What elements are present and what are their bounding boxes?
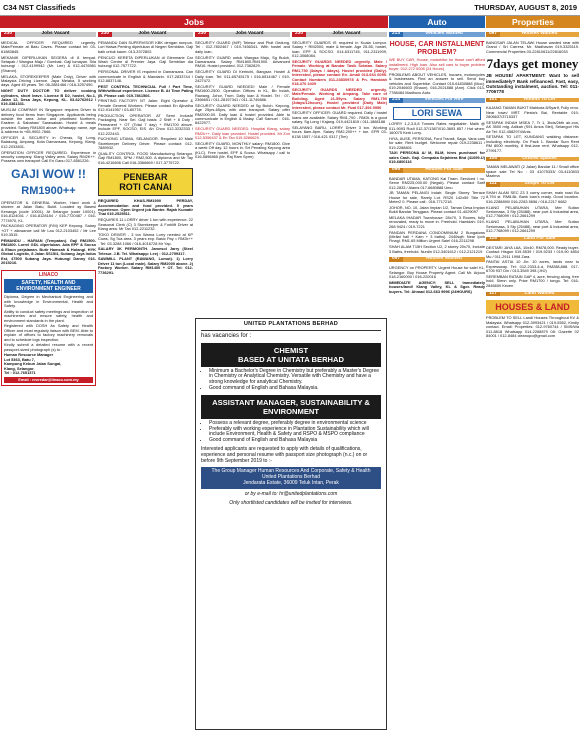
chemist-position-title: CHEMIST BASED AT UNITATA BERHAD: [201, 343, 381, 367]
linaco-address: Human Resource Manager Lot 5363, Batu 7, Kampung Kebun Jalan Sungai, Klang, Selangor. Tel : 012-7651371: [4, 352, 62, 376]
roti-canai-title: ROTI CANAI: [119, 182, 172, 193]
ad-item: OPERATOR & GENERAL Worker, Hard work & sincere at Jalan Batu, Bukit. Located sy Basesi Kenanga (code 10001). At Selangor (code 10001). 016-8124041 / 016-8128184 / 016-7720487 / 016-7774970, KL.: [1, 199, 96, 223]
linaco-logo: LINACO: [38, 271, 59, 278]
category-title: Houses For Sale: [403, 168, 485, 172]
jobs-column-3: [195, 30, 290, 320]
requirement-item: • Preferably with working experience in Plantation Sustainability which will include Environment, Health & Safety and RSPO & MSPO compliance: [209, 427, 381, 439]
ad-item: SECURITY GUARDS NEEDED urgently. Male/Female. Working at Ampang. Take care of Building. Aged 21-55yrs. Salary RM1,750 (3days/12hours). Hostel provided (Daily Male) Interested, please contact Mr. Fizal 017-394 5950: [292, 86, 387, 110]
ad-item: SEREMBAN RATAIN GAP 4, acre, fencing along, free hold. Sienn only. Price RM1700 / tongo. Tel: 016-2846600 Keven: [486, 273, 579, 288]
jobs-column-2: [98, 30, 193, 730]
ad-item: SETAPAK INDAH MSEA 7, Tr 1, 3bds/2bth air-con, AK 3500 mtg. Adikah (S91 Amos Stel), Selangor/ Hls Air Tel: 012-4582974/Anis.: [486, 119, 579, 134]
ad-item: SECURITY GUARD untuk Wangsa Maju, Sg Buloh, Damansara. Salary RM1800-RM1900. Advanced RM16. Hostel provided. 012-7362829.: [195, 54, 290, 69]
category-title: Shops To Let: [500, 182, 579, 186]
ad-item: JOHOR, NO. 10, Jalan Impian 1/2, Taman Desa Impian Bukit Bandar Tenggara. Please contact 01-4029097: [389, 204, 485, 215]
ad-item: MELAKA IHADAR Townhouse: 28x70, 3 Rooms, fully renovated, ready to move in. Freehold. Hamidah: 019-268 9424 / 019-7221: [389, 215, 485, 229]
header-left: C34 NST Classifieds: [3, 3, 76, 12]
category-title: Jobs Vacant: [15, 32, 96, 36]
ad-item: SECURITY GUARD Di Kerinchi, Bangsar. Hostel & Daily loan. Tel: 011-65745175 / 016-6514467 / 019-2427472.: [195, 69, 290, 83]
jobs-column-4: [292, 30, 387, 320]
ad-item: PACKAGING OPERATOR (F/M) KEP Kepong. Salary +OT + allowance call Mr Lau 012-2103452 / Mr Lee 019-3515.: [1, 223, 96, 238]
category-header-houses-wanted: [389, 255, 485, 264]
linaco-bullet: Diploma, Degree in Mechanical Engineering and with knowledge in Environmental, Health and Safety.: [4, 294, 93, 308]
ad-item: LORRY 1,2,3,5,8 Tonnes Rates negotiable. Malik @ 011-9093 Rodi 012-37/1387/010-3693 857 / Hot when: 160075 Kerk Lorry.: [389, 121, 485, 136]
ad-item: SECURITY GUARDS NEEDED urgently. Male / Female. Working at Bandar Tasik Selatan. Salary RM1,750 (3days / 4days). Hostel provided (Daily). Interested, please contact En. Amali 013-934 6095. Contact Numbers 011-23830978 & Pn. Hamidah 018-370 2409: [292, 59, 387, 87]
requirement-item: • Possess a relevant degree, preferably degree in environmental science: [209, 421, 381, 427]
category-number: 111: [486, 182, 500, 186]
ad-item: MEKANIK DIPERLUKAN SEGERA di 8 tempat. Setapak / Wangsa Maju / Gombak. Gaji lumayan. Sila hubungi : 012-4199942 (Mr. Lee) & 012-4476981 (Sharon).: [1, 54, 96, 73]
category-header-vehicles-for-hire: [389, 96, 485, 105]
category-number: 097: [486, 32, 500, 36]
ad-item: SECURITY OFFICER: GUARD required. Daily / hostel loans are available. Salary RM1,700 - RM2k is a good salary. Sg Long / Kajang. 019-4421815 / 011-1868188: [292, 110, 387, 125]
requirement-item: • Good command of English and Bahasa Malaysia: [209, 438, 381, 444]
category-title: Houses Wanted: [403, 257, 485, 261]
ad-item: TAMAN MELAWATI (2 Jalan) Bandar 11 / Small office space sale Tel No : 03 41075333/ 03-4110833 Mazima: [486, 164, 579, 179]
house-car-body: WE BUY CAR, House, motorbike for those can't afford installment. High loan. Also sell cars to buyer problem buyer. 012-272 0008 (24 Hours): [389, 57, 485, 72]
seven-days-body: JB HOUSE/ APARTMENT: Want to sell immediately? Bank refinanced. Fast, easy, Outstanding instalment, auction. Tel: 011-7706778: [486, 73, 579, 94]
category-title: Jobs Vacant: [209, 32, 290, 36]
ad-item: PEMANDU - HARIAN (Tempatan). Gaji RM1500-RM1800. Lorrel GDL diperlukan. Ada EPF & Socso & Elaun perjalanan. Butir Hamsah & Hulangi. HYK Global Logistic, 8 Jalan SS15/4, Subang Jaya Indus Est, 47500 Subang Jaya. Hubungi Danny 016-2015216.: [1, 237, 96, 266]
ad-item: REQUIRES 11 LORRY driver 1 ton with experience. 22 Seasonal Clerk (C) 3 Storekeeper & Forklift Driver at Klang area. Mr Tan 012-2211232.: [98, 217, 193, 231]
category-title: Offices Spaces: [500, 157, 579, 161]
ad-item: MELAKA, STOREKEEPER (Male Only), Driver with Malaysia Driving Licence. Jaya Melaka, 5 working days. Aged 45 years. Tel: 06-2881466 / 016-3257490.: [1, 73, 96, 88]
ad-item: OPERATION OFFICER REQUIRED. Experience in security company. Klang Valley area. Salary RM2K++. Possess own transport Call En Ganu 017-6561226.: [1, 149, 96, 164]
category-header-land-for-sale: [486, 235, 579, 244]
ad-item: TOKO DRIVER - 3 ton Warna Lorry needed at KP Cows, Sg Tua area. 3 years exp. Basic Pay = RM2k++ . Tel: 03-3288 1066 / 016-4016728 Mr Yap.: [98, 231, 193, 246]
category-header-shops-to-let: [486, 180, 579, 189]
penebar-title: PENEBAR: [123, 172, 168, 183]
requirement-item: • Minimum a Bachelor's Degree in Chemistry but preferably a Master's Degree in Chemistry or Analytical Chemistry. Versatile with Chemistry and have a strong knowledge for analytical Chemistry.: [209, 369, 381, 386]
shortlist-note: Only shortlisted candidates will be invited for interviews.: [229, 499, 353, 506]
jobs-column-1: [1, 30, 96, 730]
category-title: Land Wanted: [500, 292, 579, 296]
penebar-roti-ad: [98, 168, 193, 196]
lori-sewa-ad: LORI SEWA: [393, 107, 481, 120]
ad-item: IMMEDIATE AGENCY: SELL Immediately houses/land! Klang Valley, KL & Sgor. Ready buyers. Tel: Ahmad 012-663 9996 (24HOURS): [389, 279, 485, 294]
category-title: Rooms To Let: [500, 98, 579, 102]
united-plantations-logo: UNITED PLANTATIONS BERHAD: [201, 322, 381, 331]
ad-item: PENCUCI KERETA DIPERLUKAN di Glenmarie Car Wash Centre di Premier Jaya. Gaji Sembilan dia hubungi 012-7577722.: [98, 54, 193, 69]
ad-item: PEST CONTROL TECHNICIAL Full / Part Time, With/without experience. License B. At Time Paling (B. Please call: 019-7861566.: [98, 83, 193, 98]
ad-item: SELAYANG BARU, LORRY Driver 3 ton. Working hours 8am-8pm. Salary RM2,200++ + ton. EPR 03-6138 1557 / 016-421 0317 (Tim): [292, 124, 387, 139]
ad-item: PRINTING FACTORY NT Jalan: Eight Operator & Female General Workers. Please contact En Ajinatha 012-9141957 / 03-80778.: [98, 98, 193, 113]
category-header-vehicles-wanted: [389, 30, 485, 39]
ad-item: SECURITY GUARD (M/F) Telesur and Pluit Gedung. Tel : 012-7802467 / 019-7456341. With hostel and daily loan.: [195, 40, 290, 54]
category-header-houses-wanted: [486, 30, 579, 39]
category-title: Jobs Vacant: [306, 32, 387, 36]
chemist-requirements: [209, 369, 381, 392]
category-header-rooms-to-let: [486, 95, 579, 104]
category-number: 101: [486, 98, 500, 102]
category-number: 095: [389, 168, 403, 172]
ad-item: SHAH ALAM T15H Section U2, 2 storey 20x70, Include 3 Baths, freehold. Nurdin 012-3401612 / 012-2121219: [389, 244, 485, 254]
gaji-wow-headline: GAJI WOW !!: [11, 166, 86, 181]
category-header-jobs-vacant: [98, 30, 193, 39]
house-car-headline: HOUSE, CAR INSTALLMENT PROBLEM?: [389, 41, 485, 56]
category-number: 230: [292, 32, 306, 36]
linaco-bullet: Ability to conduct safety meetings and inspection of machineries and ensure safety, health and environment standards in the plant.: [4, 308, 93, 323]
ad-item: HIYA, AUSE, PERSONA, Ford Transit, Saga, Vans cars for sale, Rent budget. Welcome repair 019-2238611 / 019-2288801: [389, 135, 485, 150]
category-number: 105: [486, 157, 500, 161]
category-title: Vehicles For Hire: [403, 98, 485, 102]
category-number: 117: [486, 292, 500, 296]
category-number: 097: [389, 257, 403, 261]
ad-item: OFFICER & SECURITY in Cheras, Sg Long, Balakong, Ampang, Kota Damansara, Kepong, Klang. 012-2033831.: [1, 135, 96, 149]
ad-item: REQUIRED KHAS-RM1900 PERDAY, Accommodation and food provided. 5 years experience. Open Urgent job Banter. Rajah Kumatir Thai 019-2525511.: [98, 198, 193, 217]
ad-item: BANGSAR JALAN TELAWI House wanted near with Grand / Sri Carrera. Mr. Madhavan 019-3325119. Commercial Properties 03-22810611/22816033: [486, 40, 579, 54]
category-header-jobs-vacant: [1, 30, 96, 39]
ad-item: SECURITY GUARDS IS required in Kuala Lumpur. Salary + RM2000, male & female. Age 25-55, hostel, loan. EPF & SOCSO. 014-6311745, 011-2311909, 012-3068084.: [292, 40, 387, 59]
hr-address-box: The Group Manager Human Resources And Corporate, Safety & Health United Plantations Berhad Jendarata Estate, 36009 Teluk Intan, Perak: [201, 467, 381, 488]
assistant-manager-position-title: ASSISTANT MANAGER, SUSTAINABILITY & ENVIRONMENT: [201, 395, 381, 419]
ad-item: PUCHONG UTAMA, SELANGOR. Required 10 Male Storekeeper Delivery Driver. Please contact: 012-7889932.: [98, 136, 193, 151]
category-number: 214: [389, 98, 403, 102]
category-header-offices-spaces: [486, 154, 579, 163]
ad-item: MEDICAL OFFICER REQUIRED urgently. Male/Female at Batu Caves. Please contact tel: 03-61883845.: [1, 40, 96, 54]
ad-item: PEMANDU DAN SUPERVISOR KBK dengan rumpun. Lori Haiwa Penting diperlukan di Negeri Sembilan. Gaji baik untuk kaum. 013-3372802.: [98, 40, 193, 54]
ad-item: PRODUCTION OPERATOR AT Semi Industri Packaging. Near Sel. Gaji basis: 2 Shift + 8 Duty : Permanent + OT (Total 7 day) + RM1700 above. Include EPF, SOCSO, EIS. Ah Choo 012-3232333 / 012-222443.: [98, 112, 193, 136]
auto-section-band: [389, 16, 485, 28]
category-number: 213: [389, 32, 403, 36]
ad-item: PROBLEMS ABOUT VEHICLES, houses, motorcycles & businesses. Find an answer to sell. Send buy vehicles and Superbike. Contact 015-61830888 (Moc). 019-2046603 (Shaun). 016-2021888 (Ann). Click 013-7788484 Madhuvu Auto.: [389, 71, 485, 95]
ad-item: SHAH ALAM SEC 23 3 corny corner, main road Bu 8,794 sf. RM8.8k. Bank loan's ready. Good location. 016-2288890/ 016-2283 5656 / 016-2217 6682: [486, 190, 579, 204]
ad-item: SAWMILL PLANT (RAWANG, Lumut). 1) Lorry Driver 11 ton (Local male). Salary RM2000 above. 2) Factory Worker. Salary RM1400 + OT. Tel: 012-7736291.: [98, 256, 193, 275]
ad-item: SALARY 3K PERMONTH. Jamesol Jarry (Steel Telesur. J.B. Tel. Whatsapp: Lee) : 012-2759317.: [98, 246, 193, 256]
ad-item: PERSONAL DRIVER IS required in Damansara. Can communicate in English & Mandarin. 017-2833744 / 012-8837148.: [98, 69, 193, 83]
category-header-jobs-vacant: [195, 30, 290, 39]
ad-item: SECURITY GUARD NEEDED at Sg Buloh. Kepong, Age 25yrs-65yrs, with own transport. Salary offer RM2000.00. Daily loan & hostel provided. Able to communicate in English & Malay. Call Samuel : 016-8422977.: [195, 102, 290, 126]
united-plantations-ad: [195, 318, 387, 730]
ad-item: DESTARI JAYA L6A, 10x40, RM78,000. Ready buyer. Contact Hisgon 019-5539 / 019-9233 / 019-90 4854 Mu / 011-2911 1998 Zara.: [486, 244, 579, 259]
linaco-email: Email : nrcredar@linaco.com.my: [4, 377, 93, 383]
seven-days-headline: 7days get money: [486, 56, 579, 72]
ad-item: JB TAMAN PELANGI Indah: Single Storey Terrace House for sale, Rarely Lot. RS20 142x59 Title 72 Meter2 0. Please call : 016-7717218.: [389, 190, 485, 205]
ad-item: KLANG PELABUHAN UTARA, Mer Sutlan Seriomasa, 3 Sty (25488), near port & industrial area, 012-7768099 / 012-2661299: [486, 204, 579, 219]
properties-section-title: Properties: [511, 17, 555, 27]
linaco-job-title: SAFETY, HEALTH AND ENVIRONMENT ENGINEER: [4, 279, 93, 293]
ad-item: QUALITY CONTROL FOOD Manufacturing Selangor. Gaji RM1800, SPM / RM2,500. A diploma and Mr Tay 016-4216606 Call 016-3366669 / 017-3775722.: [98, 150, 193, 165]
category-number: 115: [486, 237, 500, 241]
ad-item: PROBLEM TO SELL Land/ Houses Throughout KV & Malaysia. Whatsapp 012-3993421 / 019-5552, Kindly contact. Email: Properties: 012-9760744 / SMS/Wa 011-8818 Whatsapp 014-2268879 08: Gazette 02 84001 / 012-8484 cleanupo@gmail.com: [486, 315, 579, 339]
header-date: THURSDAY, AUGUST 8, 2019: [474, 3, 577, 12]
ad-item: PANTAI ASTIA 10 Jln: 10 acres, lands near to Expressway. Tel: 012-2333-4-d, RM288,888. 017-6705 937 Din / 013-3549 398 (JHJ): [486, 259, 579, 274]
category-number: 230: [98, 32, 112, 36]
jobs-section-band: [0, 16, 388, 28]
category-title: Land For Sale: [500, 237, 579, 241]
ad-item: PANDAN PERDANA CONDOMINIUM 2 Bungalows (Mellat hall + Kam + 3 baths). 2440sqft. Near Ipoh Finagi. RM1.65 Million Urgent Sale! 016-2211298: [389, 229, 485, 244]
ad-item: KAJANG TAMAN BUKIT Mahkota 8/Syarif, Fully reno. Near town/ MRT. Fiesta's Bai, Rentable 019-2806637/3715337: [486, 105, 579, 120]
category-title: Vehicles Wanted: [403, 32, 485, 36]
ad-item: TAXI PERSONA A/ M, BLM, hires purchase/ for sales Cash. Gaji. Cempaka Sejahtera Bhd (41099-U) 019-6800116: [389, 150, 485, 165]
category-header-jobs-vacant: [292, 30, 387, 39]
ad-item: URGENCY on PROPERTY. Urgent House for sale! KL, Selangor. Buy House Property Agent. Call Mr. Arjoun 018-2160000 / 016-220016: [389, 265, 485, 280]
ad-item: BANDAR UTAMA, KATONG Kai Tiram. Serviced / no. Serve RM225,000.00 (Negsk). Please contact Sarif 012-2833 / Alams 017-6680888 Umu: [389, 175, 485, 190]
vacancies-intro: has vacancies for :: [201, 332, 252, 339]
requirement-item: • Good command of English and Bahasa Malaysia.: [209, 386, 381, 392]
ad-item: SECURITY GUARD NEEDED! Male / Female RM1600-2500. Operation Offices in KL, Bb Indah, Rawang, Johor, Trum. Daily loan & Hostel. Tel : 07-2366651 / 011-28157341 / 011-11749886.: [195, 83, 290, 102]
ad-item: NIGHT DUTY DOCTOR TO deliver cooking cylinders, short leave. License B D2, hostel, No.1, Jalan 12, Desa Jaya, Kepong, KL. 03-62762912 / 019-3381331.: [1, 88, 96, 107]
category-header-houses-for-sale: [389, 166, 485, 175]
auto-column: [389, 30, 485, 730]
ad-item: SETAPAK TO LET, KUNDANG wakking distance: Including electricity. On Pack 1. Bandar Sum Rent RM 8000 monthly, 8 first-lane rent. Whatsapp 012-2799177.: [486, 134, 579, 153]
category-title: Houses Wanted: [500, 32, 579, 36]
apply-instructions: Interested applicants are requested to apply with details of qualifications, experience and personal resume with passport size photograph (n.c.) on or before 9th September 2019 to :-: [201, 445, 368, 464]
gaji-wow-amount: RM1900++: [21, 184, 76, 197]
houses-land-ad: HOUSES & LAND: [486, 300, 579, 314]
linaco-bullet: Registered with DOSH As Safety and Health Officer and must regularly liaison with BEM. Able to explain of offices to factory machinery removals and to schedule logs inspection.: [4, 323, 93, 342]
auto-section-title: Auto: [427, 17, 447, 27]
ad-item: KLANG PELABUHAN UTARA, Mer Sutlan Seriomasa, 3 Sty (25488), near port & industrial area, 012-7768099 / 012-2661299: [486, 219, 579, 233]
category-number: 230: [195, 32, 209, 36]
category-number: 230: [1, 32, 15, 36]
ad-item: SECURITY GUARD, MONTHLY salary: RM1800. Give a week Off day. 12 hours in. Srt Penaling Kepong area (KLC). Free hostel, EPF & Socso. Whatsapp / call to 016-5896865 (Mr. Raj Ram Sprm): [195, 140, 290, 159]
properties-column: [486, 30, 579, 730]
category-title: Jobs Vacant: [112, 32, 193, 36]
linaco-bullet: Kindly submit a detailed resume with a recent passport-sized photograph (s) to :: [4, 342, 93, 352]
ad-item: SECURITY GUARD NEEDED. Hospital Klang, salary RM2k++. Daily loan provided. Hostel provided. Mr Zon 012-5356437 & En Tan 019-5286629.: [195, 126, 290, 140]
asm-requirements: [209, 421, 381, 444]
apply-email: or by e-mail to: hr@unitedplantations.com: [244, 490, 338, 497]
properties-section-band: [486, 16, 580, 28]
jobs-section-title: Jobs: [184, 17, 204, 27]
linaco-ad: [1, 270, 96, 387]
ad-item: MUSLIM COMPANY IN Singapore requires Driver to delivery food items from Singapore. Applicants being outside the area Johor and prioritised Northern, Eastern & Sabahan/ Sarawakian. Hostel & meals provided. Salary RM1800 above. Whatsapp name, age & address to +65-9002-7666.: [1, 107, 96, 135]
page-header: [0, 0, 580, 16]
category-header-land-wanted: [486, 289, 579, 298]
